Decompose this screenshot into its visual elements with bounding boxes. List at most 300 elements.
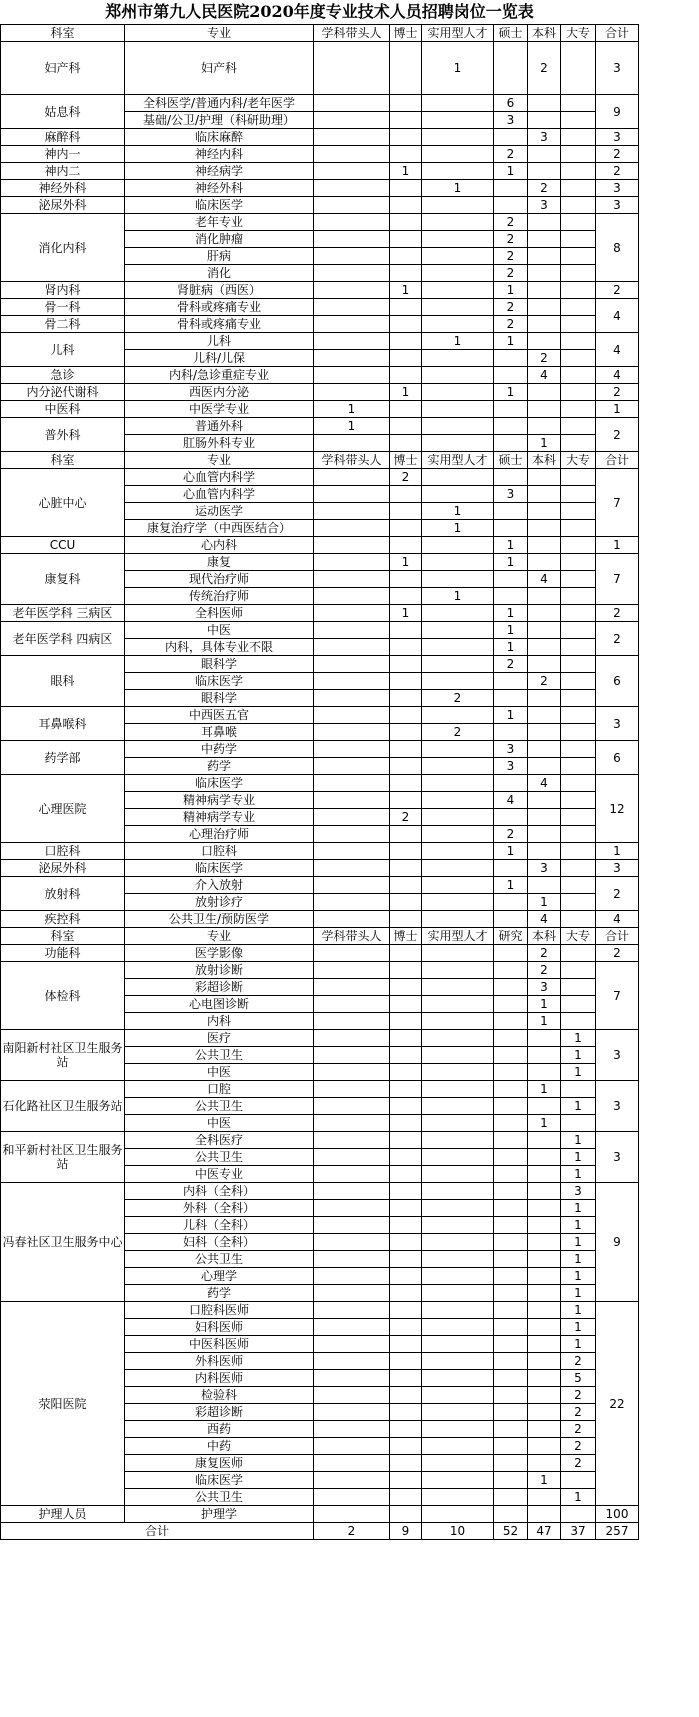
count-cell: 1 <box>561 1285 596 1302</box>
count-cell <box>561 826 596 843</box>
total-cell: 3 <box>596 42 639 95</box>
department-cell: 康复科 <box>1 554 125 605</box>
count-cell <box>528 724 561 741</box>
count-cell <box>390 1030 422 1047</box>
count-cell <box>422 1353 494 1370</box>
count-cell <box>494 690 528 707</box>
table-body <box>1 25 639 1540</box>
count-cell: 4 <box>528 571 561 588</box>
major-cell: 中西医五官 <box>125 707 314 724</box>
count-cell <box>528 1353 561 1370</box>
department-cell: 老年医学科 四病区 <box>1 622 125 656</box>
count-cell <box>528 1234 561 1251</box>
count-cell <box>422 316 494 333</box>
count-cell: 2 <box>561 1404 596 1421</box>
major-cell: 内科，具体专业不限 <box>125 639 314 656</box>
count-cell <box>314 180 390 197</box>
count-cell: 5 <box>561 1370 596 1387</box>
count-cell <box>528 1455 561 1472</box>
count-cell <box>528 1336 561 1353</box>
count-cell: 1 <box>494 537 528 554</box>
count-cell <box>422 146 494 163</box>
count-cell <box>561 265 596 282</box>
total-cell: 9 <box>596 95 639 129</box>
count-cell: 1 <box>561 1030 596 1047</box>
column-header: 实用型人才 <box>422 452 494 469</box>
major-cell: 全科医学/普通内科/老年医学 <box>125 95 314 112</box>
count-cell <box>528 1387 561 1404</box>
count-cell <box>314 197 390 214</box>
count-cell <box>422 1166 494 1183</box>
count-cell <box>494 945 528 962</box>
count-cell <box>390 333 422 350</box>
total-cell: 6 <box>596 656 639 707</box>
count-cell <box>314 112 390 129</box>
count-cell <box>314 1217 390 1234</box>
major-cell: 公共卫生 <box>125 1149 314 1166</box>
count-cell <box>561 741 596 758</box>
column-header: 专业 <box>125 25 314 42</box>
major-cell: 眼科学 <box>125 690 314 707</box>
count-cell <box>528 792 561 809</box>
count-cell <box>314 1472 390 1489</box>
count-cell <box>390 1489 422 1506</box>
major-cell: 中医专业 <box>125 1166 314 1183</box>
table-row <box>1 1030 639 1047</box>
count-cell <box>422 1455 494 1472</box>
count-cell <box>561 197 596 214</box>
table-row <box>1 214 639 231</box>
count-cell <box>528 877 561 894</box>
total-cell: 2 <box>596 605 639 622</box>
column-header: 研究 <box>494 928 528 945</box>
count-cell <box>561 520 596 537</box>
column-header: 学科带头人 <box>314 25 390 42</box>
count-cell <box>561 146 596 163</box>
count-cell: 2 <box>390 469 422 486</box>
count-cell <box>390 1438 422 1455</box>
count-cell <box>390 401 422 418</box>
count-cell <box>390 112 422 129</box>
count-cell <box>390 724 422 741</box>
count-cell <box>422 231 494 248</box>
count-cell <box>494 469 528 486</box>
count-cell <box>390 146 422 163</box>
count-cell <box>422 1149 494 1166</box>
count-cell <box>561 945 596 962</box>
count-cell <box>390 1285 422 1302</box>
count-cell <box>561 486 596 503</box>
major-cell: 骨科或疼痛专业 <box>125 316 314 333</box>
count-cell: 1 <box>422 588 494 605</box>
major-cell: 内科/急诊重症专业 <box>125 367 314 384</box>
count-cell <box>314 1404 390 1421</box>
count-cell <box>561 673 596 690</box>
count-cell: 2 <box>422 690 494 707</box>
department-cell: 泌尿外科 <box>1 860 125 877</box>
count-cell <box>561 333 596 350</box>
major-cell: 妇科（全科） <box>125 1234 314 1251</box>
count-cell <box>422 112 494 129</box>
table-row <box>1 333 639 350</box>
major-cell: 肾脏病（西医） <box>125 282 314 299</box>
count-cell <box>390 486 422 503</box>
footer-count: 37 <box>561 1523 596 1540</box>
count-cell <box>528 843 561 860</box>
major-cell: 外科（全科） <box>125 1200 314 1217</box>
count-cell: 1 <box>494 707 528 724</box>
table-row <box>1 197 639 214</box>
count-cell <box>422 554 494 571</box>
count-cell <box>561 248 596 265</box>
count-cell <box>561 962 596 979</box>
count-cell <box>422 1370 494 1387</box>
count-cell <box>422 299 494 316</box>
count-cell <box>561 112 596 129</box>
major-cell: 公共卫生 <box>125 1251 314 1268</box>
count-cell <box>528 163 561 180</box>
header-row <box>1 928 639 945</box>
count-cell: 2 <box>561 1438 596 1455</box>
count-cell <box>494 673 528 690</box>
count-cell: 1 <box>561 1217 596 1234</box>
count-cell: 1 <box>561 1302 596 1319</box>
count-cell: 1 <box>494 554 528 571</box>
count-cell <box>314 741 390 758</box>
total-cell: 3 <box>596 180 639 197</box>
count-cell <box>528 1421 561 1438</box>
count-cell <box>528 1506 561 1523</box>
column-header: 大专 <box>561 452 596 469</box>
department-cell: 儿科 <box>1 333 125 367</box>
count-cell: 1 <box>390 384 422 401</box>
count-cell: 1 <box>561 1064 596 1081</box>
count-cell <box>561 843 596 860</box>
count-cell: 1 <box>390 163 422 180</box>
total-cell: 1 <box>596 537 639 554</box>
count-cell <box>314 1149 390 1166</box>
major-cell: 公共卫生 <box>125 1098 314 1115</box>
header-row <box>1 452 639 469</box>
major-cell: 放射诊疗 <box>125 894 314 911</box>
count-cell: 1 <box>561 1234 596 1251</box>
count-cell <box>422 673 494 690</box>
count-cell <box>494 1472 528 1489</box>
department-cell: 疾控科 <box>1 911 125 928</box>
count-cell: 3 <box>528 979 561 996</box>
count-cell <box>494 1064 528 1081</box>
major-cell: 精神病学专业 <box>125 792 314 809</box>
major-cell: 放射诊断 <box>125 962 314 979</box>
header-row <box>1 25 639 42</box>
count-cell <box>494 1013 528 1030</box>
count-cell <box>494 129 528 146</box>
major-cell: 外科医师 <box>125 1353 314 1370</box>
count-cell <box>390 1166 422 1183</box>
major-cell: 康复医师 <box>125 1455 314 1472</box>
table-row <box>1 622 639 639</box>
count-cell <box>528 537 561 554</box>
total-cell: 1 <box>596 401 639 418</box>
count-cell <box>528 146 561 163</box>
column-header: 硕士 <box>494 25 528 42</box>
count-cell <box>422 656 494 673</box>
count-cell: 1 <box>422 520 494 537</box>
count-cell <box>422 1387 494 1404</box>
count-cell <box>390 741 422 758</box>
count-cell <box>390 1472 422 1489</box>
count-cell <box>528 299 561 316</box>
count-cell <box>390 265 422 282</box>
count-cell <box>390 248 422 265</box>
count-cell: 1 <box>422 42 494 95</box>
count-cell: 2 <box>494 299 528 316</box>
count-cell <box>528 707 561 724</box>
count-cell <box>494 1421 528 1438</box>
total-cell: 3 <box>596 707 639 741</box>
count-cell <box>494 1166 528 1183</box>
count-cell <box>561 775 596 792</box>
count-cell <box>528 282 561 299</box>
major-cell: 儿科 <box>125 333 314 350</box>
department-cell: 普外科 <box>1 418 125 452</box>
total-cell: 9 <box>596 1183 639 1302</box>
count-cell <box>390 639 422 656</box>
count-cell <box>314 1183 390 1200</box>
count-cell <box>390 877 422 894</box>
count-cell <box>494 418 528 435</box>
count-cell <box>494 860 528 877</box>
major-cell: 公共卫生/预防医学 <box>125 911 314 928</box>
column-header: 合计 <box>596 25 639 42</box>
count-cell <box>494 350 528 367</box>
count-cell <box>314 1302 390 1319</box>
count-cell <box>561 503 596 520</box>
major-cell: 医疗 <box>125 1030 314 1047</box>
count-cell <box>314 248 390 265</box>
major-cell: 西医内分泌 <box>125 384 314 401</box>
count-cell <box>390 180 422 197</box>
major-cell: 彩超诊断 <box>125 1404 314 1421</box>
department-cell: 眼科 <box>1 656 125 707</box>
count-cell <box>528 1302 561 1319</box>
department-cell: 泌尿外科 <box>1 197 125 214</box>
major-cell: 儿科/儿保 <box>125 350 314 367</box>
major-cell: 基础/公卫/护理（科研助理） <box>125 112 314 129</box>
count-cell <box>528 1285 561 1302</box>
total-cell: 2 <box>596 384 639 401</box>
count-cell <box>314 350 390 367</box>
count-cell: 2 <box>528 42 561 95</box>
major-cell: 心内科 <box>125 537 314 554</box>
major-cell: 临床医学 <box>125 1472 314 1489</box>
count-cell <box>422 214 494 231</box>
total-cell: 7 <box>596 554 639 605</box>
count-cell <box>314 333 390 350</box>
count-cell <box>314 95 390 112</box>
table-row <box>1 1506 639 1523</box>
column-header: 专业 <box>125 928 314 945</box>
count-cell: 1 <box>561 1149 596 1166</box>
total-cell: 7 <box>596 962 639 1030</box>
count-cell <box>528 503 561 520</box>
count-cell <box>390 588 422 605</box>
count-cell <box>422 248 494 265</box>
count-cell <box>314 1455 390 1472</box>
count-cell: 2 <box>494 265 528 282</box>
major-cell: 药学 <box>125 1285 314 1302</box>
count-cell: 1 <box>561 1132 596 1149</box>
count-cell <box>422 1421 494 1438</box>
count-cell <box>561 809 596 826</box>
count-cell: 2 <box>528 962 561 979</box>
count-cell <box>314 469 390 486</box>
total-cell: 2 <box>596 163 639 180</box>
count-cell <box>528 1047 561 1064</box>
major-cell: 神经外科 <box>125 180 314 197</box>
count-cell <box>561 299 596 316</box>
count-cell <box>528 95 561 112</box>
table-row <box>1 282 639 299</box>
count-cell <box>422 758 494 775</box>
count-cell <box>314 282 390 299</box>
count-cell <box>314 1353 390 1370</box>
count-cell <box>390 214 422 231</box>
count-cell <box>314 707 390 724</box>
count-cell: 1 <box>422 180 494 197</box>
count-cell <box>314 1166 390 1183</box>
count-cell: 2 <box>561 1455 596 1472</box>
major-cell: 消化 <box>125 265 314 282</box>
count-cell <box>390 435 422 452</box>
major-cell: 消化肿瘤 <box>125 231 314 248</box>
major-cell: 传统治疗师 <box>125 588 314 605</box>
count-cell <box>528 639 561 656</box>
count-cell <box>528 1319 561 1336</box>
count-cell <box>494 1455 528 1472</box>
count-cell <box>494 911 528 928</box>
count-cell <box>422 1268 494 1285</box>
count-cell <box>494 1234 528 1251</box>
count-cell <box>314 1013 390 1030</box>
count-cell <box>528 1370 561 1387</box>
count-cell <box>561 282 596 299</box>
count-cell <box>561 690 596 707</box>
major-cell: 公共卫生 <box>125 1489 314 1506</box>
count-cell <box>314 571 390 588</box>
count-cell <box>528 486 561 503</box>
total-cell: 4 <box>596 299 639 333</box>
count-cell <box>422 1132 494 1149</box>
count-cell <box>494 1353 528 1370</box>
major-cell: 心血管内科学 <box>125 469 314 486</box>
count-cell <box>422 1285 494 1302</box>
count-cell <box>494 1506 528 1523</box>
major-cell: 中医 <box>125 1064 314 1081</box>
table-row <box>1 843 639 860</box>
count-cell <box>561 1472 596 1489</box>
count-cell: 1 <box>528 435 561 452</box>
count-cell <box>494 775 528 792</box>
major-cell: 运动医学 <box>125 503 314 520</box>
count-cell <box>314 826 390 843</box>
count-cell <box>390 1149 422 1166</box>
count-cell <box>390 1251 422 1268</box>
count-cell <box>390 690 422 707</box>
count-cell <box>390 299 422 316</box>
count-cell <box>528 758 561 775</box>
major-cell: 妇科医师 <box>125 1319 314 1336</box>
count-cell <box>561 979 596 996</box>
total-cell: 3 <box>596 860 639 877</box>
count-cell <box>390 894 422 911</box>
count-cell: 2 <box>494 248 528 265</box>
count-cell <box>390 843 422 860</box>
table-row <box>1 1183 639 1200</box>
column-header: 科室 <box>1 452 125 469</box>
column-header: 本科 <box>528 25 561 42</box>
count-cell <box>528 741 561 758</box>
count-cell <box>314 486 390 503</box>
column-header: 学科带头人 <box>314 928 390 945</box>
count-cell <box>494 1098 528 1115</box>
footer-count: 2 <box>314 1523 390 1540</box>
count-cell <box>528 1200 561 1217</box>
major-cell: 内科 <box>125 1013 314 1030</box>
total-cell: 3 <box>596 1081 639 1132</box>
count-cell <box>422 129 494 146</box>
count-cell: 3 <box>561 1183 596 1200</box>
count-cell <box>528 418 561 435</box>
count-cell: 1 <box>528 894 561 911</box>
count-cell <box>494 1030 528 1047</box>
department-cell: 南阳新村社区卫生服务站 <box>1 1030 125 1081</box>
column-header: 本科 <box>528 928 561 945</box>
count-cell: 1 <box>422 503 494 520</box>
count-cell <box>422 418 494 435</box>
count-cell: 1 <box>422 333 494 350</box>
count-cell <box>422 350 494 367</box>
count-cell: 3 <box>528 197 561 214</box>
count-cell: 3 <box>528 129 561 146</box>
total-cell: 2 <box>596 877 639 911</box>
count-cell <box>561 792 596 809</box>
column-header: 大专 <box>561 928 596 945</box>
major-cell: 心理学 <box>125 1268 314 1285</box>
count-cell <box>561 554 596 571</box>
major-cell: 西药 <box>125 1421 314 1438</box>
count-cell <box>390 996 422 1013</box>
major-cell: 儿科（全科） <box>125 1217 314 1234</box>
department-cell: 放射科 <box>1 877 125 911</box>
column-header: 本科 <box>528 452 561 469</box>
count-cell: 2 <box>561 1353 596 1370</box>
count-cell <box>314 1132 390 1149</box>
count-cell <box>422 1489 494 1506</box>
count-cell <box>422 622 494 639</box>
count-cell <box>314 962 390 979</box>
major-cell: 心理治疗师 <box>125 826 314 843</box>
count-cell <box>390 758 422 775</box>
total-cell: 3 <box>596 129 639 146</box>
count-cell <box>390 1302 422 1319</box>
count-cell <box>314 520 390 537</box>
count-cell <box>494 1268 528 1285</box>
major-cell: 内科医师 <box>125 1370 314 1387</box>
major-cell: 康复 <box>125 554 314 571</box>
count-cell: 1 <box>528 1472 561 1489</box>
column-header: 实用型人才 <box>422 928 494 945</box>
